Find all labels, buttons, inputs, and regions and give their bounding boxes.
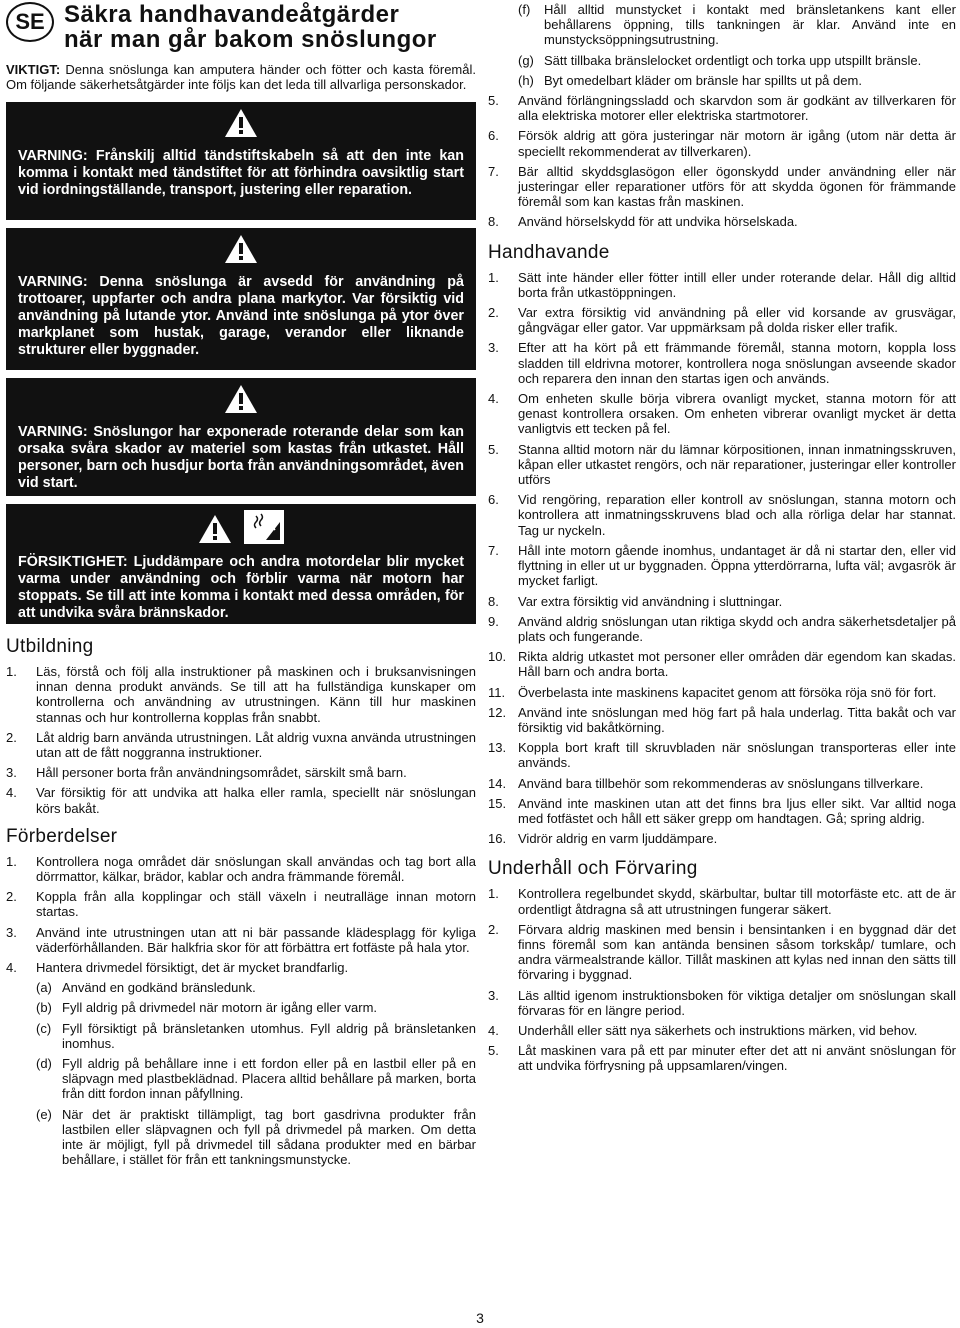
list-utbildning [6,664,476,816]
list-item: 4. Hantera drivmedel försiktigt, det är mycket brandfarlig. [6,960,349,976]
list-item: 3. Använd inte utrustningen utan att ni bär passande klädesplagg för kyliga väderförhållanden. Bär halkfria skor för att förbättra ert fotfäste på hala ytor. [6,924,476,955]
list-item: (h) Byt omedelbart kläder om bränsle har spillts ut på dem. [518,72,862,88]
warning-box-3 [6,378,476,496]
list-item: 7. Bär alltid skyddsglasögon eller ögonskydd under användning eller när justeringar eller reparationer utförs för att skydda ögonen för främmande föremål som kan kastas från maskinen. [488,163,956,210]
sublist-drivmedel-cont [518,2,956,88]
language-badge: SE [6,2,54,42]
page-title [64,2,437,52]
list-item: (a) Använd en godkänd bränsledunk. [36,980,256,996]
list-item: 1. Sätt inte händer eller fötter intill eller under roterande delar. Håll dig alltid borta från utkastöppningen. [488,269,956,300]
heading-utbildning: Utbildning [6,636,94,657]
heading-forberedelser: Förberdelser [6,825,118,847]
heading-underhall: Underhåll och Förvaring [488,858,698,880]
sublist-drivmedel [36,980,476,1167]
warning-box-1 [6,102,476,220]
list-item: (f) Håll alltid munstycket i kontakt med bränsletankens kant eller behållarens öppning, tills tankningen är klar. Använd inte en munstycksöppningsutrustning. [518,2,956,48]
list-item: (e) När det är praktiskt tillämpligt, tag bort gasdrivna produkter från lastbilen eller släpvagnen och fyll på drivmedel på marken. Om detta inte är möjligt, fyll på drivmedel till sådana produkter med en bärbar behållare, i stället för från ett tankningsmunstycke. [36,1106,476,1168]
caution-box [6,504,476,624]
warning-triangle-icon [224,384,258,414]
list-item: 4. Var försiktig för att undvika att halka eller ramla, speciellt när snöslungan körs bakåt. [6,785,476,816]
caution-text: FÖRSIKTIGHET: Ljuddämpare och andra motordelar blir mycket varma under användning och förblir varma när motorn har stoppats. Se till att inte komma i kontakt med dessa områden, för att undvika svåra brännskador. [18,554,464,621]
list-item: 16. Vidrör aldrig en varm ljuddämpare. [488,831,718,847]
list-item: 2. Koppla från alla kopplingar och ställ växeln i neutralläge innan motorn startas. [6,889,476,920]
list-item: 4. Underhåll eller sätt nya säkerhets och instruktions märken, vid behov. [488,1022,918,1038]
list-item: 1. Kontrollera noga området där snöslungan skall användas och tag bort alla dörrmattor, kälkar, brädor, kablar och andra främmande föremål. [6,853,476,885]
intro-lead: VIKTIGT: [6,62,61,77]
list-item: 10. Rikta aldrig utkastet mot personer eller områden där egendom kan skadas. Håll barn och andra borta. [488,649,956,680]
list-item: 2. Var extra försiktig vid användning på eller vid korsande av grusvägar, gångvägar eller gator. Var uppmärksam på dolda risker eller trafik. [488,305,956,336]
page-header [6,0,476,62]
warning-triangle-icon [224,234,258,264]
list-item: 14. Använd bara tillbehör som rekommenderas av snöslungans tillverkare. [488,775,924,791]
list-item: 9. Använd aldrig snöslungan utan riktiga skydd och andra säkerhetsdetaljer på plats och fungerande. [488,613,956,644]
right-column [488,2,956,1079]
list-item: 3. Håll personer borta från användningsområdet, särskilt små barn. [6,765,407,781]
intro-paragraph [6,62,476,92]
warning-triangle-icon [224,108,258,138]
list-item: 6. Försök aldrig att göra justeringar när motorn är igång (utom när detta är speciellt rekommenderat av tillverkaren). [488,128,956,159]
list-item: 8. Använd hörselskydd för att undvika hörselskada. [488,214,798,230]
list-item: (g) Sätt tillbaka bränslelocket ordentligt och torka upp utspillt bränsle. [518,52,922,68]
list-item: 5. Låt maskinen vara på ett par minuter efter det att ni använt snöslungan för att undvika förfrysning på uppsamlaren/vingen. [488,1043,956,1074]
hot-surface-icon [244,510,284,544]
list-item: 7. Håll inte motorn gående inomhus, undantaget är då ni startar den, eller vid flyttning in eller ut ur byggnaden. Öppna ytterdörrarna, lufta väl; avgasrök är mycket farligt. [488,542,956,589]
list-item: 2. Förvara aldrig maskinen med bensin i bensintanken i en byggnad där det finns föremål som kan antända bensinen såsom torkskåp/ tumlare, och andra värmealstrande källor. Tillåt maskinen att kylas ned innan den sätts till förvaring i byggnad. [488,921,956,983]
title-line-1: Säkra handhavandeåtgärder [64,1,400,28]
warning-box-2 [6,228,476,370]
warning-triangle-icon [198,514,232,544]
list-item: 3. Efter att ha kört på ett främmande föremål, stanna motorn, koppla loss sladden till eldrivna motorer, kontrollera noga snöslungan avseende skador och reparera den innan den startas igen och används. [488,340,956,386]
list-handhavande [488,270,956,847]
title-line-2: när man går bakom snöslungor [64,26,437,53]
list-item: 11. Överbelasta inte maskinens kapacitet genom att försöka röja snö för fort. [488,684,937,700]
intro-text: Denna snöslunga kan amputera händer och fötter och kasta föremål. Om följande säkerhetsåtgärder inte följs kan det leda till allvarliga personskador. [6,62,476,92]
list-item: 13. Koppla bort kraft till skruvbladen när snöslungan transporteras eller inte används. [488,740,956,771]
list-item: 5. Använd förlängningssladd och skarvdon som är godkänt av tillverkaren för alla elektriska motorer eller elektriska startmotorer. [488,93,956,124]
list-item: (d) Fyll aldrig på behållare inne i ett fordon eller på en lastbil eller på en släpvagn med plastbeklädnad. Placera alltid behållare på marken, borta från ditt fordon innan påfyllning. [36,1056,476,1102]
warning-text-2: VARNING: Denna snöslunga är avsedd för användning på trottoarer, uppfarter och andra plana markytor. Var försiktig vid användning på lutande ytor. Använd inte snöslunga på ytor över markplanet som hustak, garage, verandor eller liknande strukturer eller byggnader. [18,274,464,358]
heading-handhavande: Handhavande [488,241,610,263]
list-item: 1. Kontrollera regelbundet skydd, skärbultar, bultar till motorfäste etc. att de är ordentligt åtdragna så att utrustningen fungerar säkert. [488,886,956,917]
list-item: (b) Fyll aldrig på drivmedel när motorn är igång eller varm. [36,1000,378,1016]
list-forberedelser [6,854,476,975]
list-item: 3. Läs alltid igenom instruktionsboken för viktiga detaljer om snöslungan skall förvaras för en längre period. [488,987,956,1018]
list-item: 4. Om enheten skulle börja vibrera ovanligt mycket, stanna motorn för att genast kontrollera orsaken. Om enheten vibrerar ovanligt mycket är detta vanligtvis ett tecken på fel. [488,391,956,437]
list-item: 6. Vid rengöring, reparation eller kontroll av snöslungan, stanna motorn och kontrollera att inmatningsskruvens blad och alla rörliga delar har stannat. Tag ur nyckeln. [488,492,956,538]
list-item: 5. Stanna alltid motorn när du lämnar körpositionen, innan inmatningsskruven, kåpan eller utkastet rengörs, och när reparationer, justeringar eller kontroller utförs [488,441,956,488]
left-column [6,0,476,1172]
list-item: 1. Läs, förstå och följ alla instruktioner på maskinen och i bruksanvisningen innan denna produkt används. Se till att ha fullständiga kunskaper om kontrollerna och användning av utrustningen. Känn till hur maskinen stannas och hur kontrollerna kopplas från snabbt. [6,664,476,725]
warning-text-3: VARNING: Snöslungor har exponerade roterande delar som kan orsaka svåra skador av materiel som kastas från utkastet. Håll personer, barn och husdjur borta från användningsområdet, även vid start. [18,424,464,491]
list-forberedelser-cont [488,93,956,230]
list-item: 12. Använd inte snöslungan med hög fart på hala underlag. Titta bakåt och var försiktig vid bakåtkörning. [488,704,956,735]
list-underhall [488,886,956,1073]
page-number: 3 [476,1310,484,1326]
list-item: 8. Var extra försiktig vid användning i sluttningar. [488,593,783,609]
list-item: 2. Låt aldrig barn använda utrustningen. Låt aldrig vuxna använda utrustningen utan att de fått noggranna instruktioner. [6,729,476,761]
list-item: (c) Fyll försiktigt på bränsletanken utomhus. Fyll aldrig på bränsletanken inomhus. [36,1020,476,1051]
warning-text-1: VARNING: Frånskilj alltid tändstiftskabeln så att den inte kan komma i kontakt med tändstiftet för att förhindra oavsiktlig start vid iordningställande, transport, justering eller reparation. [18,148,464,198]
list-item: 15. Använd inte maskinen utan att det finns bra ljus eller sikt. Var alltid noga med fotfästet och håll ett säker grepp om handtagen. Gå; spring aldrig. [488,795,956,826]
